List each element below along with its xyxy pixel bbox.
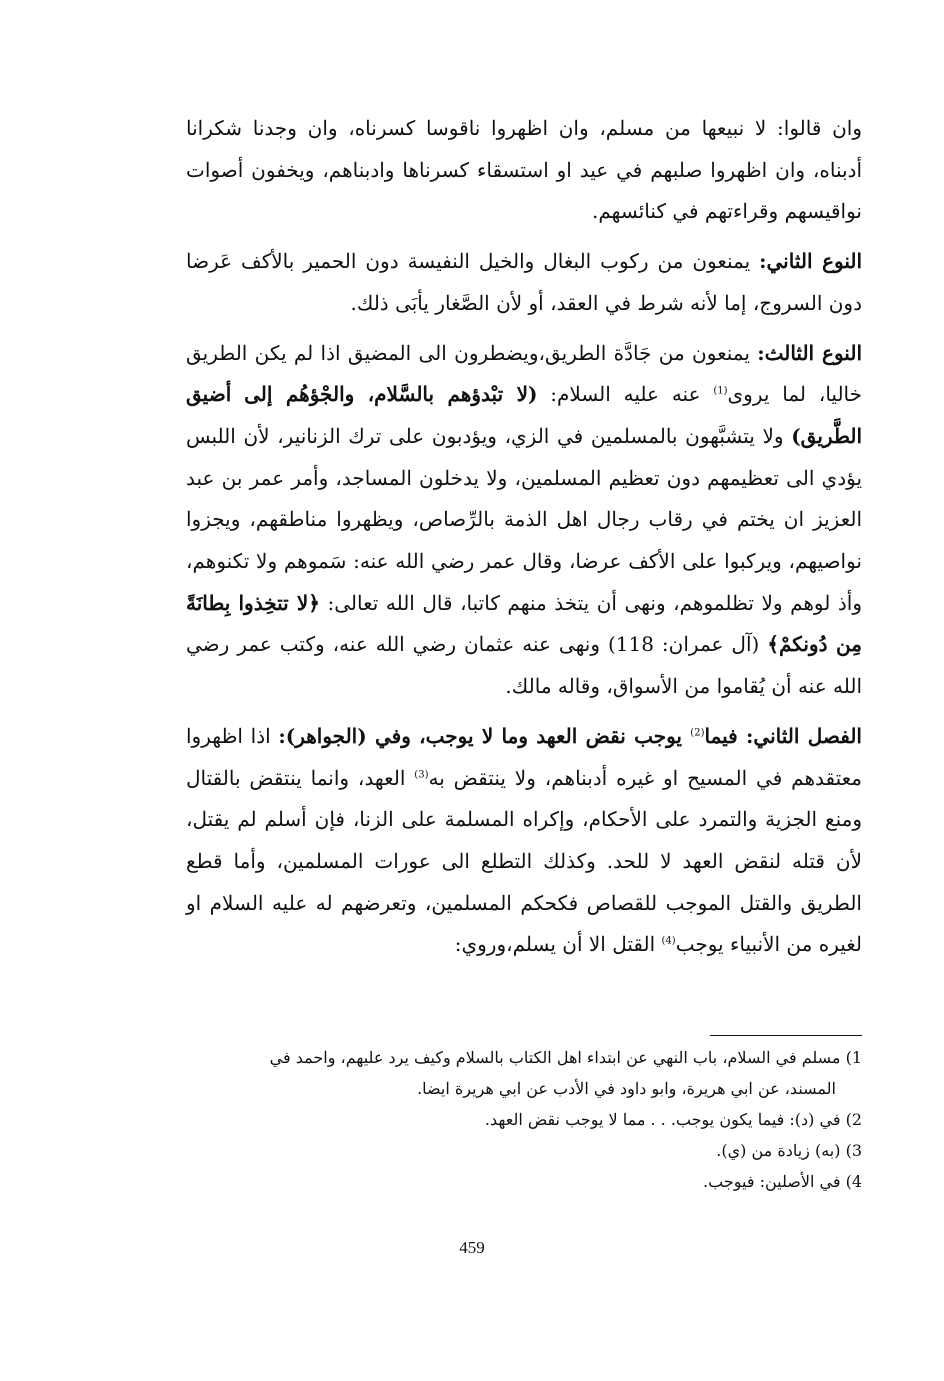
footnote-ref: (2) <box>690 727 705 739</box>
text-line: الطريق خاليا، لما يروى <box>186 340 862 407</box>
footnote-item: 1) مسلم في السلام، باب النهي عن ابتداء اهل الكتاب بالسلام وكيف يرد عليهم، واحمد في <box>269 1048 862 1067</box>
text-line: أدبناه، وان اظهروا صلبهم في عيد او استسقاء كسرناها وادبناهم، ويخفون <box>251 157 863 182</box>
text-line: ويجزوا نواصيهم، ويركبوا على الأكف عرضا، وقال عمر رضي الله عنه: سَموهم <box>186 507 862 574</box>
text-line: عنه عليه السلام: <box>537 382 714 407</box>
text-line: ولا تكنوهم، وأذ لوهم ولا تظلموهم، ونهى أن يتخذ منهم كاتبا، قال الله تعالى: <box>186 549 862 615</box>
paragraph-3 <box>186 333 862 708</box>
text-line: أسلم لم يقتل، لأن قتله لنقض العهد لا للحد. وكذلك التطلع الى عورات <box>186 807 862 873</box>
text-line: اذا اظهروا معتقدهم في المسيح او غيره أدبناهم، ولا ينتقض به <box>186 723 863 790</box>
paragraph-4 <box>186 716 862 966</box>
footnotes <box>186 1042 862 1197</box>
text-line: القتل الا أن يسلم،وروي: <box>454 932 662 957</box>
text-line: عبد العزيز ان يختم في رقاب رجال اهل الذمة بالرِّصاص، ويظهروا مناطقهم، <box>186 465 863 532</box>
chapter-heading: يوجب نقض العهد وما لا يوجب، وفي (الجواهر): <box>278 723 691 748</box>
text-line: عَرضا دون السروج، إما لأنه شرط في العقد، أو لأن الصَّغار يأبَى ذلك. <box>186 249 862 315</box>
quran-quote: ﴿لا تتخِذوا بِطانَةً مِن دُونكمْ﴾ <box>186 590 862 657</box>
footnote-divider <box>710 1035 862 1036</box>
footnote-ref: (4) <box>661 935 676 947</box>
footnote-item: 3) (به) زيادة من (ي). <box>716 1141 862 1160</box>
paragraph-2 <box>186 241 862 324</box>
chapter-heading: الفصل الثاني: فيما <box>704 723 862 748</box>
footnote-ref: (3) <box>414 768 429 780</box>
text-line: اللبس يؤدي الى تعظيمهم دون تعظيم المسلمين، ولا يدخلون المساجد، وأمر عمر بن <box>186 423 863 490</box>
hadith-quote: (لا تبْدؤهم بالسَّلام، والجْؤهُم إلى <box>244 382 538 407</box>
footnote-ref: (1) <box>713 385 728 397</box>
section-heading: النوع الثاني: <box>759 249 863 274</box>
text-line: أصوات نواقيسهم وقراءتهم في كنائسهم. <box>186 157 862 224</box>
text-line: ينتقض بالقتال ومنع الجزية والتمرد على الأحكام، وإكراه المسلمة على الزنا، فإن <box>186 765 862 832</box>
main-text <box>186 108 862 966</box>
text-line: العهد، وانما <box>310 765 415 790</box>
page-number: 459 <box>459 1238 485 1257</box>
text-line: وكتب عمر رضي الله عنه أن يُقاموا من الأسواق، وقاله مالك. <box>186 632 862 699</box>
paragraph-1 <box>186 108 862 233</box>
hadith-quote: أضيق الطَّريق) <box>186 382 863 448</box>
footnote-item: 2) في (د): فيما يكون يوجب. . . مما لا يوجب نقض العهد. <box>484 1110 862 1129</box>
text-line: يمنعون من جَادَّة الطريق،ويضطرون الى المضيق اذا لم يكن <box>254 340 750 365</box>
text-line: يمنعون من ركوب البغال والخيل النفيسة دون الحمير بالأكف <box>241 249 751 274</box>
footnote-item: المسند، عن ابي هريرة، وابو داود في الأدب عن ابي هريرة ايضا. <box>417 1079 836 1098</box>
section-heading: النوع الثالث: <box>757 340 862 365</box>
text-line: ولا يتشبَّهون بالمسلمين في الزي، ويؤدبون على ترك الزنانير، لأن <box>243 423 792 448</box>
text-line: وتعرضهم له عليه السلام او لغيره من الأنبياء يوجب <box>186 890 862 957</box>
text-line: (آل عمران: 118) ونهى عنه عثمان رضي الله عنه، <box>332 632 768 657</box>
footnote-item: 4) في الأصلين: فيوجب. <box>703 1172 862 1191</box>
text-line: وان قالوا: لا نبيعها من مسلم، وان اظهروا ناقوسا كسرناه، وان وجدنا شكرانا <box>186 116 862 140</box>
text-line: المسلمين، وأما قطع الطريق والقتل الموجب للقصاص فكحكم المسلمين، <box>186 848 862 915</box>
